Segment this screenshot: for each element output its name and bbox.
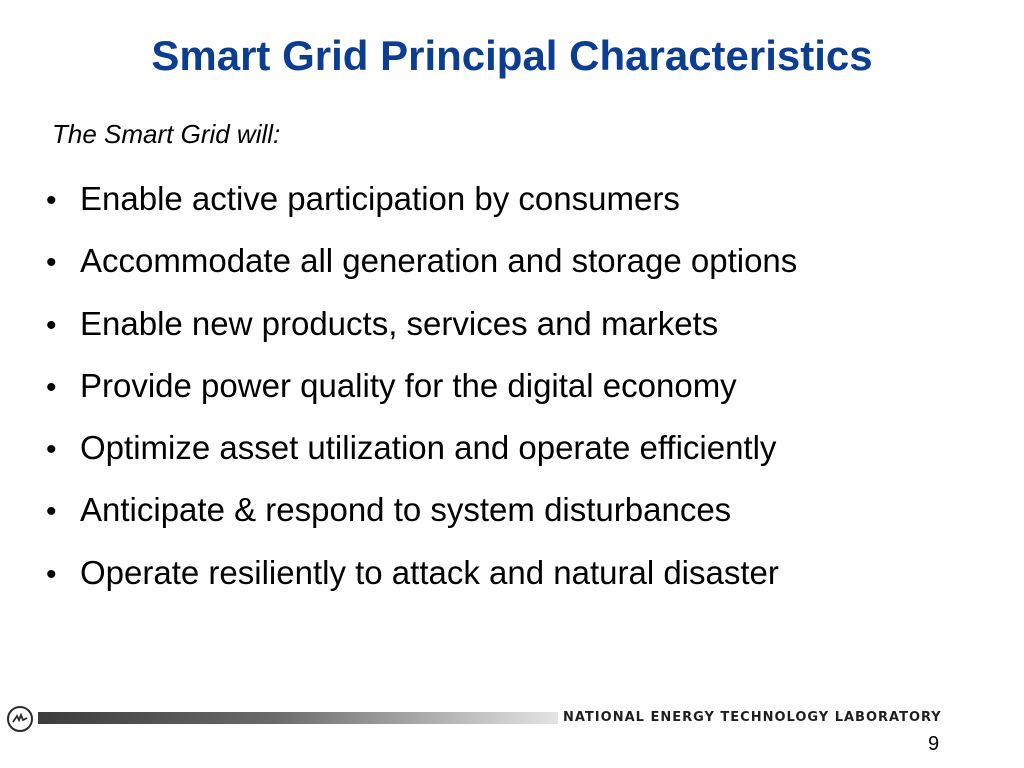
intro-text: The Smart Grid will: bbox=[52, 119, 281, 149]
bullet-item bbox=[46, 296, 797, 358]
footer-bar bbox=[38, 712, 558, 724]
bullet-icon: • bbox=[46, 370, 57, 404]
bullet-item bbox=[46, 482, 797, 544]
bullet-text: Operate resiliently to attack and natural disaster bbox=[80, 553, 779, 591]
bullet-icon: • bbox=[46, 246, 57, 280]
lab-name: NATIONAL ENERGY TECHNOLOGY LABORATORY bbox=[563, 710, 942, 725]
netl-logo-icon bbox=[7, 706, 33, 732]
bullet-item bbox=[46, 420, 797, 482]
bullet-item bbox=[46, 233, 797, 295]
bullet-text: Optimize asset utilization and operate efficiently bbox=[80, 429, 777, 467]
page-number: 9 bbox=[928, 733, 940, 755]
slide-title: Smart Grid Principal Characteristics bbox=[151, 32, 873, 79]
bullet-list bbox=[46, 171, 797, 607]
bullet-item bbox=[46, 171, 797, 233]
bullet-text: Anticipate & respond to system disturbances bbox=[80, 491, 732, 529]
bullet-item bbox=[46, 358, 797, 420]
bullet-text: Enable new products, services and markets bbox=[80, 304, 719, 342]
bullet-text: Enable active participation by consumers bbox=[80, 180, 680, 217]
bullet-icon: • bbox=[46, 308, 57, 342]
bullet-icon: • bbox=[46, 184, 57, 217]
bullet-icon: • bbox=[46, 495, 57, 529]
bullet-text: Accommodate all generation and storage options bbox=[80, 242, 798, 280]
bullet-icon: • bbox=[46, 433, 57, 467]
bullet-icon: • bbox=[46, 557, 57, 591]
bullet-item bbox=[46, 545, 797, 607]
bullet-text: Provide power quality for the digital economy bbox=[80, 366, 737, 404]
